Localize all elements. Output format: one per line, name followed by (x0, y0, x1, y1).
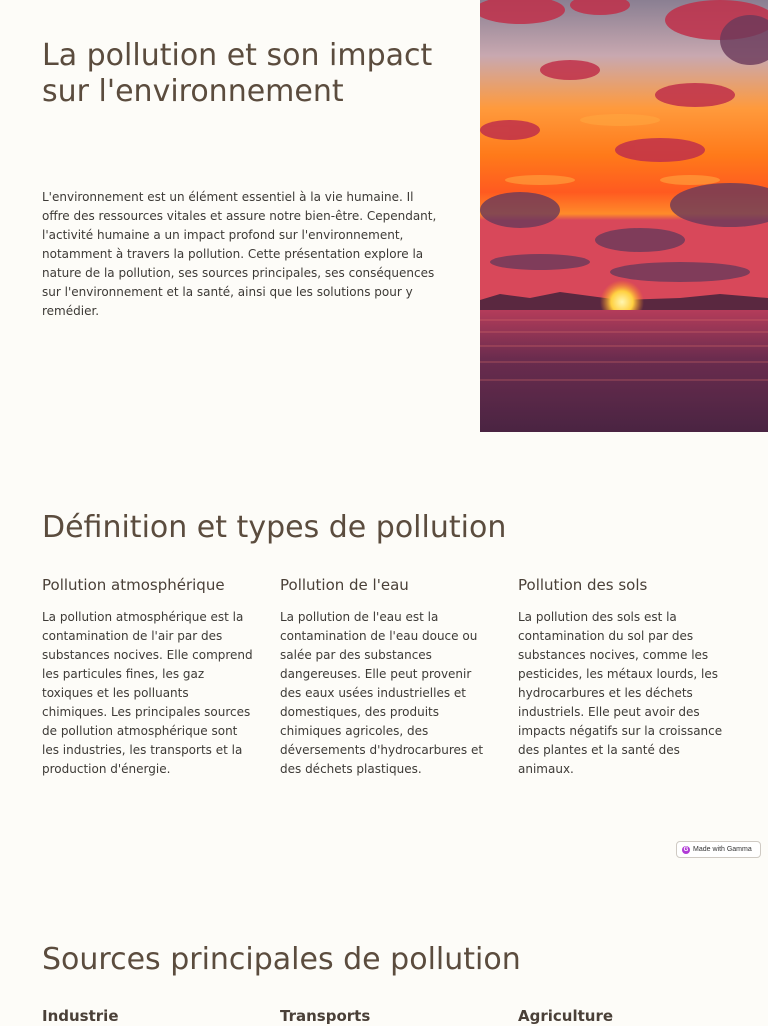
card-text: La pollution des sols est la contamination du sol par des substances nocives, comme les pesticides, les métaux lourds, les hydrocarbures et les déchets industriels. Elle peut avoir des impacts négatifs sur la croissance des plantes et la santé des animaux. (518, 610, 723, 776)
definition-title: Définition et types de pollution (42, 510, 507, 545)
card-text: La pollution de l'eau est la contamination de l'eau douce ou salée par des substances dangereuses. Elle peut provenir des eaux usées industrielles et domestiques, des produits chimiques agricoles, des déversements d'hydrocarbures et des déchets plastiques. (280, 610, 484, 776)
source-agriculture: Agriculture (518, 1007, 614, 1025)
sources-title: Sources principales de pollution (42, 942, 521, 977)
intro-paragraph: L'environnement est un élément essentiel à la vie humaine. Il offre des ressources vitales et assure notre bien-être. Cependant, l'activité humaine a un impact profond sur l'environnement, notamment à travers la pollution. Cette présentation explore la nature de la pollution, ses sources principales, ses conséquences sur l'environnement et la santé, ainsi que les solutions pour y remédier. (42, 190, 437, 318)
made-with-gamma-badge[interactable] (676, 841, 761, 858)
page-title: La pollution et son impact sur l'environnement (42, 38, 433, 109)
card-text: La pollution atmosphérique est la contamination de l'air par des substances nocives. Elle comprend les particules fines, les gaz toxiques et les polluants chimiques. Les principales sources de pollution atmosphérique sont les industries, les transports et la production d'énergie. (42, 610, 253, 776)
badge-label: Made with Gamma (693, 846, 752, 853)
card-soil-pollution (518, 575, 730, 779)
source-industry: Industrie (42, 1007, 119, 1025)
gamma-logo-icon: G (683, 846, 689, 853)
card-air-pollution (42, 575, 254, 779)
card-title: Pollution atmosphérique (42, 576, 225, 594)
source-transports: Transports (280, 1007, 371, 1025)
sunset-image (480, 0, 768, 432)
card-water-pollution (280, 575, 492, 779)
card-title: Pollution des sols (518, 576, 648, 594)
card-title: Pollution de l'eau (280, 576, 409, 594)
